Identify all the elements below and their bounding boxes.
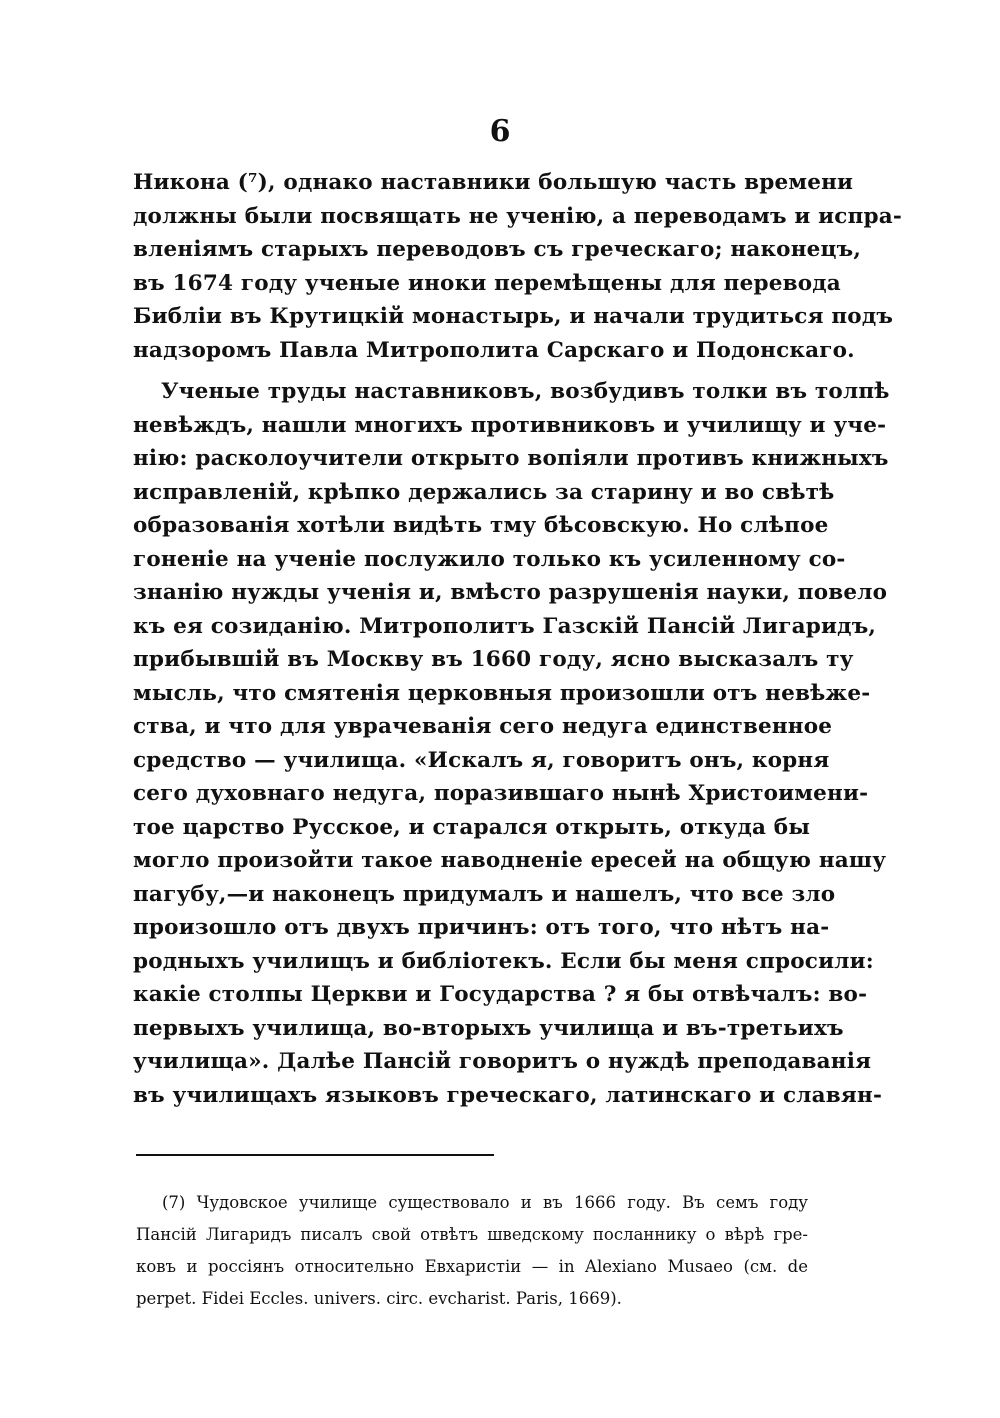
text-line: средство — училища. «Искалъ я, говоритъ онъ, корня xyxy=(133,747,830,773)
text-line: образованія хотѣли видѣть тму бѣсовскую. Но слѣпое xyxy=(133,513,829,538)
text-line: прибывшій въ Москву въ 1660 году, ясно высказалъ ту xyxy=(133,647,854,672)
footnote-line: Пансій Лигаридъ писалъ свой отвѣтъ шведскому посланнику о вѣрѣ гре- xyxy=(136,1225,808,1244)
text-line: произошло отъ двухъ причинъ: отъ того, что нѣтъ на- xyxy=(133,915,830,940)
text-line: надзоромъ Павла Митрополита Сарскаго и Подонскаго. xyxy=(133,337,855,363)
text-line: пагубу,—и наконецъ придумалъ и нашелъ, что все зло xyxy=(133,881,836,907)
text-line: Ученые труды наставниковъ, возбудивъ толки въ толпѣ xyxy=(161,379,890,404)
footnote-line: perpet. Fidei Eccles. univers. circ. evcharist. Paris, 1669). xyxy=(136,1289,622,1308)
main-text xyxy=(133,166,903,1112)
footnote-separator xyxy=(136,1154,494,1156)
text-line: къ ея созиданію. Митрополитъ Газскій Пансій Лигаридъ, xyxy=(133,613,877,639)
footnote xyxy=(136,1187,808,1315)
text-line: могло произойти такое наводненіе ересей на общую нашу xyxy=(133,848,887,873)
paragraph-1 xyxy=(133,166,903,367)
text-line: вленіямъ старыхъ переводовъ съ греческаго; наконецъ, xyxy=(133,237,862,262)
paragraph-2 xyxy=(133,375,890,1112)
text-line: сего духовнаго недуга, поразившаго нынѣ Христоимени- xyxy=(133,781,869,806)
footnote-line: ковъ и россіянъ относительно Евхаристіи — in Alexiano Musaeo (см. de xyxy=(136,1257,808,1276)
text-line: гоненіе на ученіе послужило только къ усиленному со- xyxy=(133,546,846,572)
text-line: Никона (⁷), однако наставники большую часть времени xyxy=(133,170,854,195)
footnote-line: (7) Чудовское училище существовало и въ 1666 году. Въ семъ году xyxy=(162,1193,808,1212)
text-line: нію: расколоучители открыто вопіяли противъ книжныхъ xyxy=(133,446,889,471)
text-line: въ 1674 году ученые иноки перемѣщены для перевода xyxy=(133,270,841,296)
text-line: какіе столпы Церкви и Государства ? я бы отвѣчалъ: во- xyxy=(133,982,868,1007)
text-line: Библіи въ Крутицкій монастырь, и начали трудиться подъ xyxy=(133,304,894,329)
text-line: знанію нужды ученія и, вмѣсто разрушенія науки, повело xyxy=(133,580,888,605)
text-line: первыхъ училища, во-вторыхъ училища и въ-третьихъ xyxy=(133,1015,844,1041)
text-line: невѣждъ, нашли многихъ противниковъ и училищу и уче- xyxy=(133,412,887,438)
text-line: должны были посвящать не ученію, а переводамъ и испра- xyxy=(133,203,903,229)
text-line: исправленій, крѣпко держались за старину и во свѣтѣ xyxy=(133,479,835,505)
text-line: тое царство Русское, и старался открыть, откуда бы xyxy=(133,814,811,840)
text-line: училища». Далѣе Пансій говоритъ о нуждѣ преподаванія xyxy=(133,1049,872,1074)
text-line: ства, и что для уврачеванія сего недуга единственное xyxy=(133,714,833,739)
text-line: мысль, что смятенія церковныя произошли отъ невѣже- xyxy=(133,680,871,706)
page-number: 6 xyxy=(489,114,511,149)
text-line: родныхъ училищъ и библіотекъ. Если бы меня спросили: xyxy=(133,948,874,974)
text-line: въ училищахъ языковъ греческаго, латинскаго и славян- xyxy=(133,1082,883,1108)
